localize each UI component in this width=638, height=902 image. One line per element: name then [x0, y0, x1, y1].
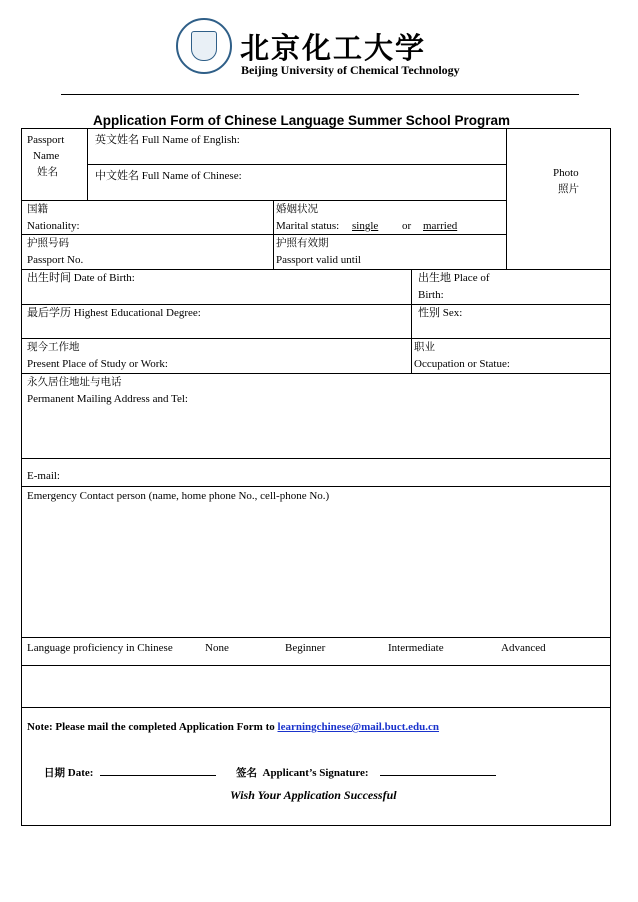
- language-option-advanced[interactable]: Advanced: [501, 642, 546, 654]
- marital-label: Marital status:: [276, 220, 340, 232]
- dob-field[interactable]: 出生时间 Date of Birth:: [27, 272, 135, 284]
- signature-label: Applicant’s Signature: [262, 767, 365, 779]
- study-field[interactable]: Present Place of Study or Work:: [27, 358, 168, 370]
- emergency-contact-field[interactable]: Emergency Contact person (name, home phone No., cell-phone No.): [27, 490, 330, 502]
- passport-name-label-cn: 姓名: [37, 166, 58, 178]
- language-proficiency-label: Language proficiency in Chinese: [27, 642, 173, 654]
- passport-name-label: Passport: [27, 134, 65, 146]
- occupation-label-cn: 职业: [414, 341, 435, 353]
- language-option-beginner[interactable]: Beginner: [285, 642, 326, 654]
- form-title: Application Form of Chinese Language Summer School Program: [93, 113, 511, 128]
- degree-field[interactable]: 最后学历 Highest Educational Degree:: [27, 307, 201, 319]
- fullname-english-field[interactable]: 英文姓名 Full Name of English:: [95, 134, 240, 146]
- university-name-en: Beijing University of Chemical Technology: [241, 63, 460, 77]
- pob-field-line2: Birth:: [418, 289, 444, 301]
- occupation-field[interactable]: Occupation or Statue:: [414, 358, 510, 370]
- passport-no-label-cn: 护照号码: [27, 237, 69, 249]
- contact-email-link[interactable]: learningchinese@mail.buct.edu.cn: [277, 721, 440, 733]
- passport-valid-label-cn: 护照有效期: [276, 237, 329, 249]
- passport-name-label-2: Name: [33, 150, 60, 162]
- marital-label-cn: 婚姻状况: [276, 203, 318, 215]
- header-divider: [61, 94, 579, 95]
- date-label: Date: [67, 767, 90, 779]
- passport-no-field[interactable]: Passport No.: [27, 254, 84, 266]
- date-label-cn: 日期: [44, 767, 65, 779]
- passport-valid-field[interactable]: Passport valid until: [276, 254, 361, 266]
- study-label-cn: 现今工作地: [27, 341, 80, 353]
- address-field[interactable]: Permanent Mailing Address and Tel:: [27, 393, 188, 405]
- signature-label-cn: 签名: [236, 767, 257, 779]
- marital-single-option[interactable]: single: [352, 220, 379, 232]
- language-option-none[interactable]: None: [205, 642, 229, 654]
- logo-shield-icon: [191, 31, 217, 61]
- marital-married-option[interactable]: married: [423, 220, 458, 232]
- marital-or: or: [402, 220, 412, 232]
- nationality-label-cn: 国籍: [27, 203, 48, 215]
- wish-text: Wish Your Application Successful: [230, 788, 397, 802]
- email-field[interactable]: E-mail:: [27, 470, 60, 482]
- language-option-intermediate[interactable]: Intermediate: [388, 642, 444, 654]
- photo-label: Photo: [553, 167, 579, 179]
- nationality-field[interactable]: Nationality:: [27, 220, 80, 232]
- university-name-cn: 北京化工大学: [240, 31, 427, 65]
- fullname-chinese-field[interactable]: 中文姓名 Full Name of Chinese:: [95, 170, 242, 182]
- application-form: [21, 128, 611, 826]
- signature-field[interactable]: 签名 Applicant’s Signature:: [236, 767, 369, 779]
- address-label-cn: 永久居住地址与电话: [27, 376, 122, 388]
- mail-note: [27, 720, 439, 734]
- photo-label-cn: 照片: [558, 183, 579, 195]
- pob-field[interactable]: 出生地 Place of: [418, 272, 490, 284]
- mail-note-text: Note: Please mail the completed Application Form to: [27, 721, 275, 733]
- date-field[interactable]: 日期 Date:: [44, 767, 94, 779]
- sex-field[interactable]: 性别 Sex:: [418, 307, 463, 319]
